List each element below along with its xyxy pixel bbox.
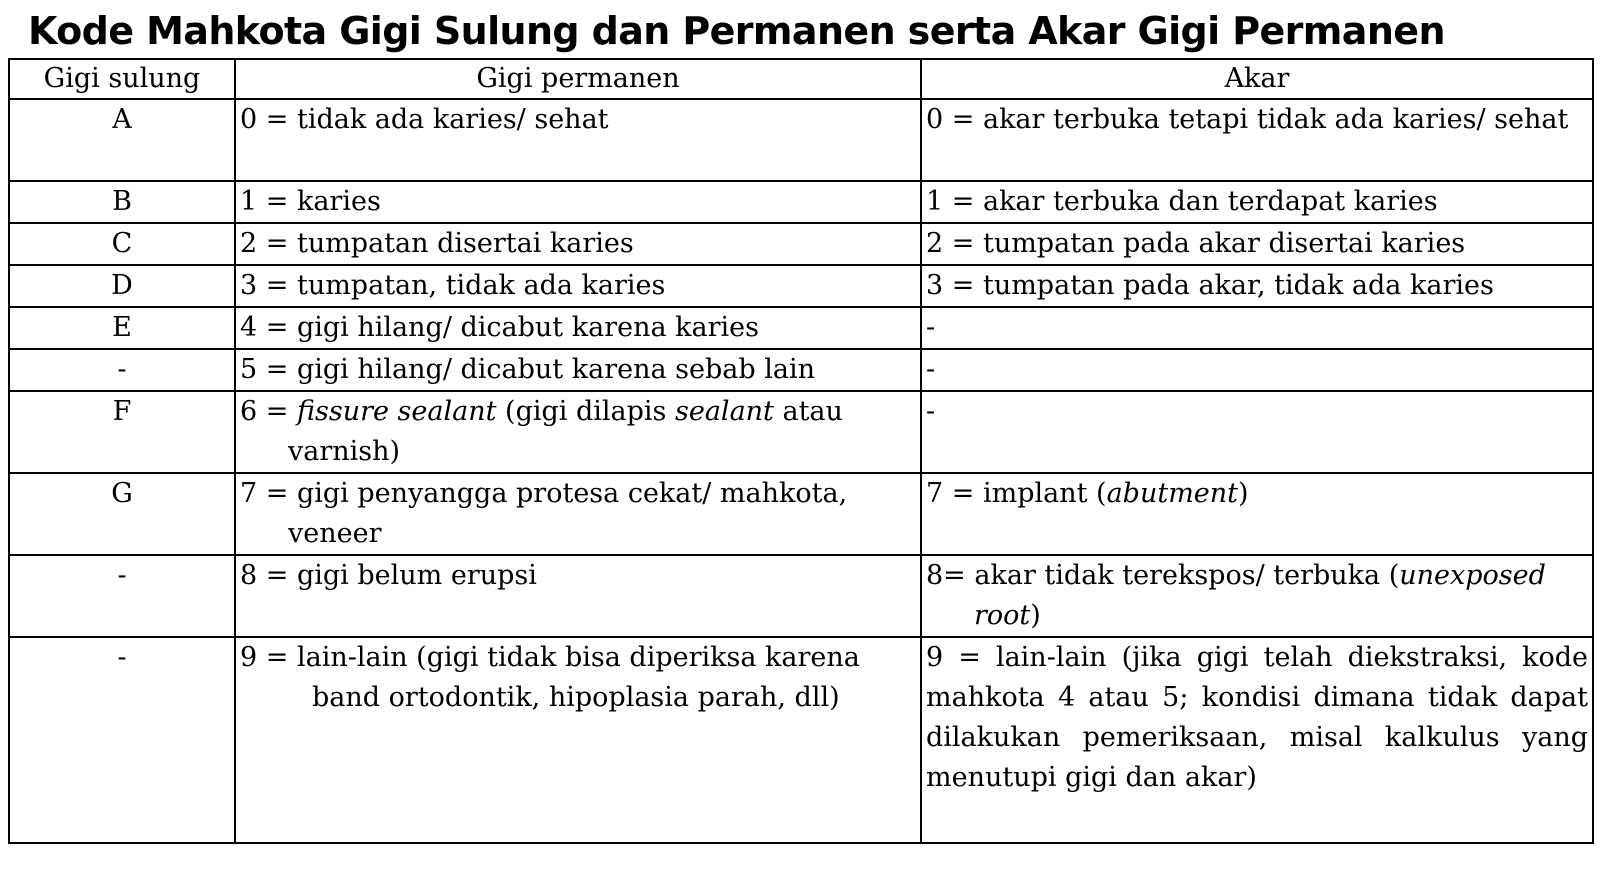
primary-code: B: [9, 181, 235, 223]
table-header-row: [9, 59, 1593, 99]
root-code: [921, 99, 1593, 181]
table-row: [9, 223, 1593, 265]
permanent-code-text: 2 = tumpatan disertai karies: [240, 228, 634, 259]
table-row: [9, 349, 1593, 391]
emphasis: unexposed root: [974, 560, 1546, 631]
root-code-text: 8= akar tidak terekspos/ terbuka (unexposed root): [926, 560, 1546, 631]
permanent-code-text: 7 = gigi penyangga protesa cekat/ mahkota, veneer: [240, 478, 848, 549]
root-code-text: 3 = tumpatan pada akar, tidak ada karies: [926, 270, 1494, 301]
permanent-code: [235, 391, 921, 473]
header-permanent-teeth: Gigi permanen: [235, 59, 921, 99]
emphasis: sealant: [675, 396, 774, 427]
root-code: [921, 307, 1593, 349]
root-code-text: -: [926, 312, 936, 343]
table-row: [9, 473, 1593, 555]
table-row: [9, 99, 1593, 181]
root-code-text: 7 = implant (abutment): [926, 478, 1249, 509]
primary-code: G: [9, 473, 235, 555]
page-title: Kode Mahkota Gigi Sulung dan Permanen serta Akar Gigi Permanen: [28, 9, 1445, 53]
root-code: [921, 181, 1593, 223]
primary-code: -: [9, 555, 235, 637]
emphasis: abutment: [1106, 478, 1239, 509]
root-code: [921, 223, 1593, 265]
root-code: [921, 265, 1593, 307]
permanent-code-text: 6 = fissure sealant (gigi dilapis sealant atau varnish): [240, 396, 843, 467]
permanent-code: [235, 99, 921, 181]
permanent-code: [235, 349, 921, 391]
permanent-code-text: 1 = karies: [240, 186, 381, 217]
permanent-code-text: 9 = lain-lain (gigi tidak bisa diperiksa karena band ortodontik, hipoplasia parah, dll): [240, 642, 860, 713]
permanent-code: [235, 223, 921, 265]
primary-code: E: [9, 307, 235, 349]
root-code: [921, 349, 1593, 391]
root-code-text: -: [926, 396, 936, 427]
permanent-code-text: 4 = gigi hilang/ dicabut karena karies: [240, 312, 759, 343]
primary-code: -: [9, 637, 235, 843]
header-primary-teeth: Gigi sulung: [9, 59, 235, 99]
root-code-text: 2 = tumpatan pada akar disertai karies: [926, 228, 1466, 259]
table-row: [9, 391, 1593, 473]
primary-code: A: [9, 99, 235, 181]
permanent-code: [235, 265, 921, 307]
root-code-text: 1 = akar terbuka dan terdapat karies: [926, 186, 1438, 217]
permanent-code: [235, 473, 921, 555]
table-row: [9, 555, 1593, 637]
permanent-code: [235, 555, 921, 637]
root-code: [921, 473, 1593, 555]
primary-code: C: [9, 223, 235, 265]
permanent-code-text: 8 = gigi belum erupsi: [240, 560, 537, 591]
tooth-code-table: [8, 58, 1594, 844]
table-row: [9, 181, 1593, 223]
table-row: [9, 265, 1593, 307]
root-code: [921, 555, 1593, 637]
primary-code: F: [9, 391, 235, 473]
permanent-code: [235, 307, 921, 349]
root-code-text: -: [926, 354, 936, 385]
table-row: [9, 307, 1593, 349]
root-code-text: 9 = lain-lain (jika gigi telah diekstraksi, kode mahkota 4 atau 5; kondisi dimana tidak dapat dilakukan pemeriksaan, misal kalkulus yang menutupi gigi dan akar): [926, 642, 1588, 793]
root-code: [921, 391, 1593, 473]
permanent-code-text: 3 = tumpatan, tidak ada karies: [240, 270, 666, 301]
header-root: Akar: [921, 59, 1593, 99]
root-code: [921, 637, 1593, 843]
table-row: [9, 637, 1593, 843]
primary-code: D: [9, 265, 235, 307]
permanent-code: [235, 181, 921, 223]
permanent-code-text: 0 = tidak ada karies/ sehat: [240, 104, 609, 135]
permanent-code-text: 5 = gigi hilang/ dicabut karena sebab lain: [240, 354, 815, 385]
permanent-code: [235, 637, 921, 843]
emphasis: fissure sealant: [296, 396, 497, 427]
root-code-text: 0 = akar terbuka tetapi tidak ada karies/ sehat: [926, 104, 1569, 135]
primary-code: -: [9, 349, 235, 391]
